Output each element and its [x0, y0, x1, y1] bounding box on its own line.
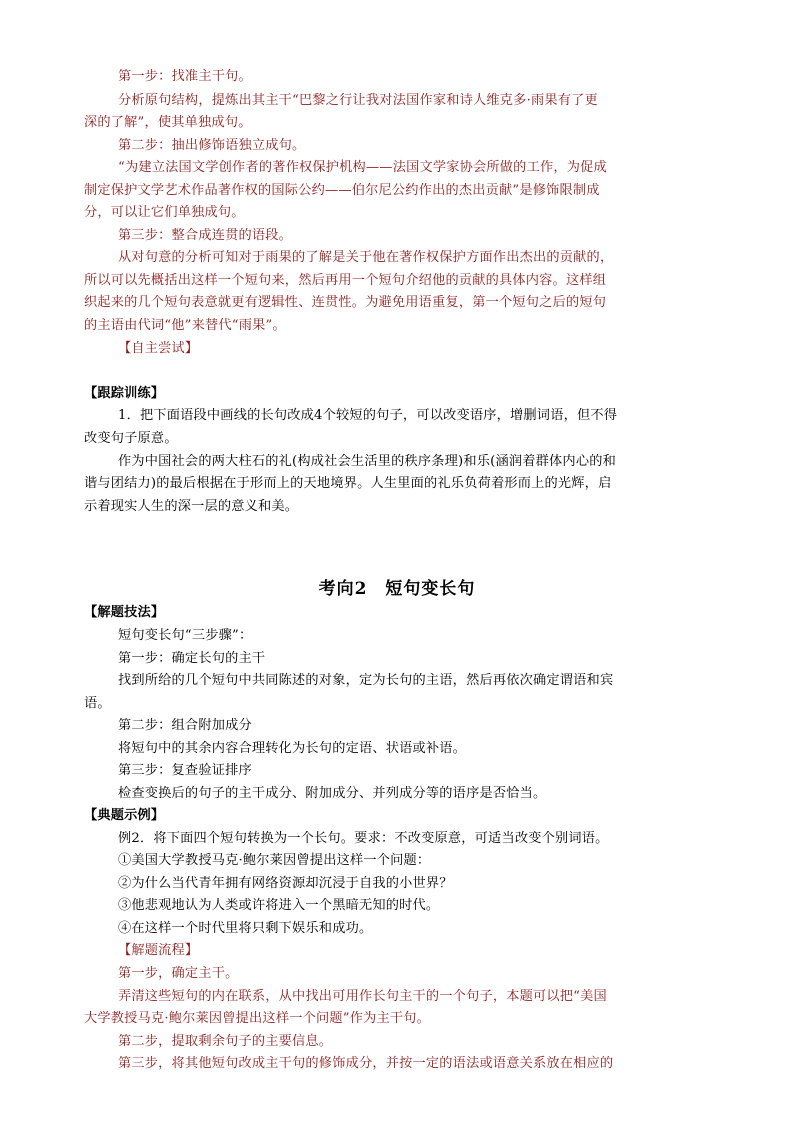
self-try-heading: 【自主尝试】: [118, 341, 199, 356]
question-line: 1．把下面语段中画线的长句改成4个较短的句子，可以改变语序，增删词语，但不得: [118, 408, 618, 423]
method-line: 将短句中的其余内容合理转化为长句的定语、状语或补语。: [118, 741, 467, 756]
passage-line: 示着现实人生的深一层的意义和美。: [84, 499, 299, 514]
training-heading: 【跟踪训练】: [84, 386, 165, 401]
method-line: 第三步：复查验证排序: [118, 763, 252, 778]
method-line: 第二步：组合附加成分: [118, 718, 252, 733]
paragraph-line: 织起来的几个短句表意就更有逻辑性、连贯性。为避免用语重复，第一个短句之后的短句: [84, 295, 607, 310]
paragraph-line: 的主语由代词“他”来替代“雨果”。: [84, 318, 286, 333]
process-line: 大学教授马克·鲍尔莱因曾提出这样一个问题”作为主干句。: [84, 1011, 431, 1026]
example-line: ①美国大学教授马克·鲍尔莱因曾提出这样一个问题：: [118, 853, 431, 868]
example-line: ②为什么当代青年拥有网络资源却沉浸于自我的小世界？: [118, 876, 453, 891]
question-line: 改变句子原意。: [84, 431, 178, 446]
method-line: 检查变换后的句子的主干成分、附加成分、并列成分等的语序是否恰当。: [118, 786, 547, 801]
method-line: 找到所给的几个短句中共同陈述的对象，定为长句的主语，然后再依次确定谓语和宾: [118, 673, 614, 688]
example-heading: 【典题示例】: [84, 808, 165, 823]
example-line: 例2．将下面四个短句转换为一个长句。要求：不改变原意，可适当改变个别词语。: [118, 831, 609, 846]
section-title: 考向2 短句变长句: [318, 579, 476, 599]
paragraph-line: 分析原句结构，提炼出其主干“巴黎之行让我对法国作家和诗人维克多·雨果有了更: [118, 93, 598, 108]
process-line: 弄清这些短句的内在联系，从中找出可用作长句主干的一个句子，本题可以把“美国: [118, 989, 607, 1004]
method-heading: 【解题技法】: [84, 605, 165, 620]
paragraph-line: 从对句意的分析可知对于雨果的了解是关于他在著作权保护方面作出杰出的贡献的，: [118, 250, 614, 265]
process-line: 第一步，确定主干。: [118, 966, 239, 981]
step1-heading: 第一步：找准主干句。: [118, 69, 252, 84]
paragraph-line: 所以可以先概括出这样一个短句来，然后再用一个短句介绍他的贡献的具体内容。这样组: [84, 273, 607, 288]
step2-heading: 第二步：抽出修饰语独立成句。: [118, 138, 306, 153]
step3-heading: 第三步：整合成连贯的语段。: [118, 228, 293, 243]
paragraph-line: 深的了解”，使其单独成句。: [84, 115, 252, 130]
process-line: 第二步，提取剩余句子的主要信息。: [118, 1034, 333, 1049]
method-line: 语。: [84, 696, 111, 711]
passage-line: 作为中国社会的两大柱石的礼(构成社会生活里的秩序条理)和乐(涵润着群体内心的和: [118, 454, 616, 469]
process-heading: 【解题流程】: [118, 943, 199, 958]
method-line: 第一步：确定长句的主干: [118, 651, 266, 666]
paragraph-line: “为建立法国文学创作者的著作权保护机构——法国文学家协会所做的工作，为促成: [118, 160, 607, 175]
process-line: 第三步，将其他短句改成主干句的修饰成分，并按一定的语法或语意关系放在相应的: [118, 1056, 614, 1071]
method-line: 短句变长句“三步骤”：: [118, 628, 253, 643]
paragraph-line: 分，可以让它们单独成句。: [84, 205, 245, 220]
example-line: ④在这样一个时代里将只剩下娱乐和成功。: [118, 921, 373, 936]
paragraph-line: 制定保护文学艺术作品著作权的国际公约——伯尔尼公约作出的杰出贡献”是修饰限制成: [84, 183, 600, 198]
passage-line: 谐与团结力)的最后根据在于形而上的天地境界。人生里面的礼乐负荷着形而上的光辉，启: [84, 476, 612, 491]
example-line: ③他悲观地认为人类或许将进入一个黑暗无知的时代。: [118, 898, 440, 913]
